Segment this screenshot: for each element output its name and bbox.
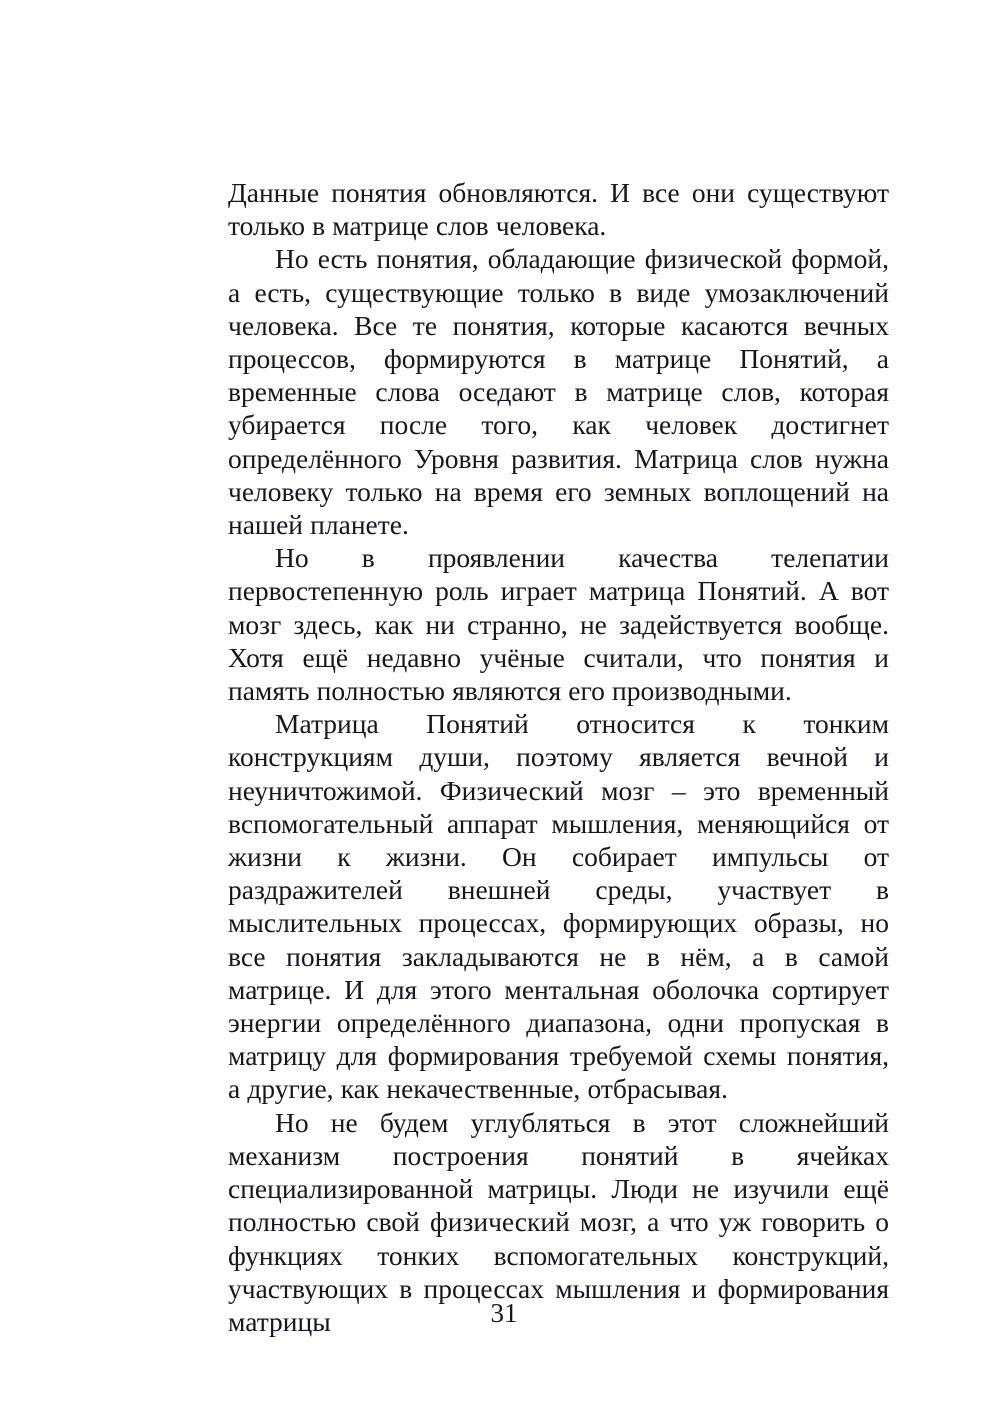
page-number: 31 [490,1298,518,1328]
body-paragraph: Но в проявлении качества телепатии первостепенную роль играет матрица Понятий. А вот мозг здесь, как ни странно, не задействуется вообще. Хотя ещё недавно учёные считали, что понятия и память полностью являются его производными. [228,542,889,707]
body-paragraph: Но не будем углубляться в этот сложнейший механизм построения понятий в ячейках специализированной матрицы. Люди не изучили ещё полностью свой физический мозг, а что уж говорить о функциях тонких вспомогательных конструкций, участвующих в процессах мышления и формирования матрицы [228,1106,889,1337]
body-paragraph: Матрица Понятий относится к тонким конструкциям души, поэтому является вечной и неуничтожимой. Физический мозг – это временный вспомогательный аппарат мышления, меняющийся от жизни к жизни. Он собирает импульсы от раздражителей внешней среды, участвует в мыслительных процессах, формирующих образы, но все понятия закладываются не в нём, а в самой матрице. И для этого ментальная оболочка сортирует энергии определённого диапазона, одни пропуская в матрицу для формирования требуемой схемы понятия, а другие, как некачественные, отбрасывая. [228,708,889,1105]
body-paragraph: Данные понятия обновляются. И все они существуют только в матрице слов человека. [228,177,889,242]
page-text-block [228,176,889,1338]
body-paragraph: Но есть понятия, обладающие физической формой, а есть, существующие только в виде умозаключений человека. Все те понятия, которые касаются вечных процессов, формируются в матрице Понятий, а временные слова оседают в матрице слов, которая убирается после того, как человек достигнет определённого Уровня развития. Матрица слов нужна человеку только на время его земных воплощений на нашей планете. [228,243,889,541]
